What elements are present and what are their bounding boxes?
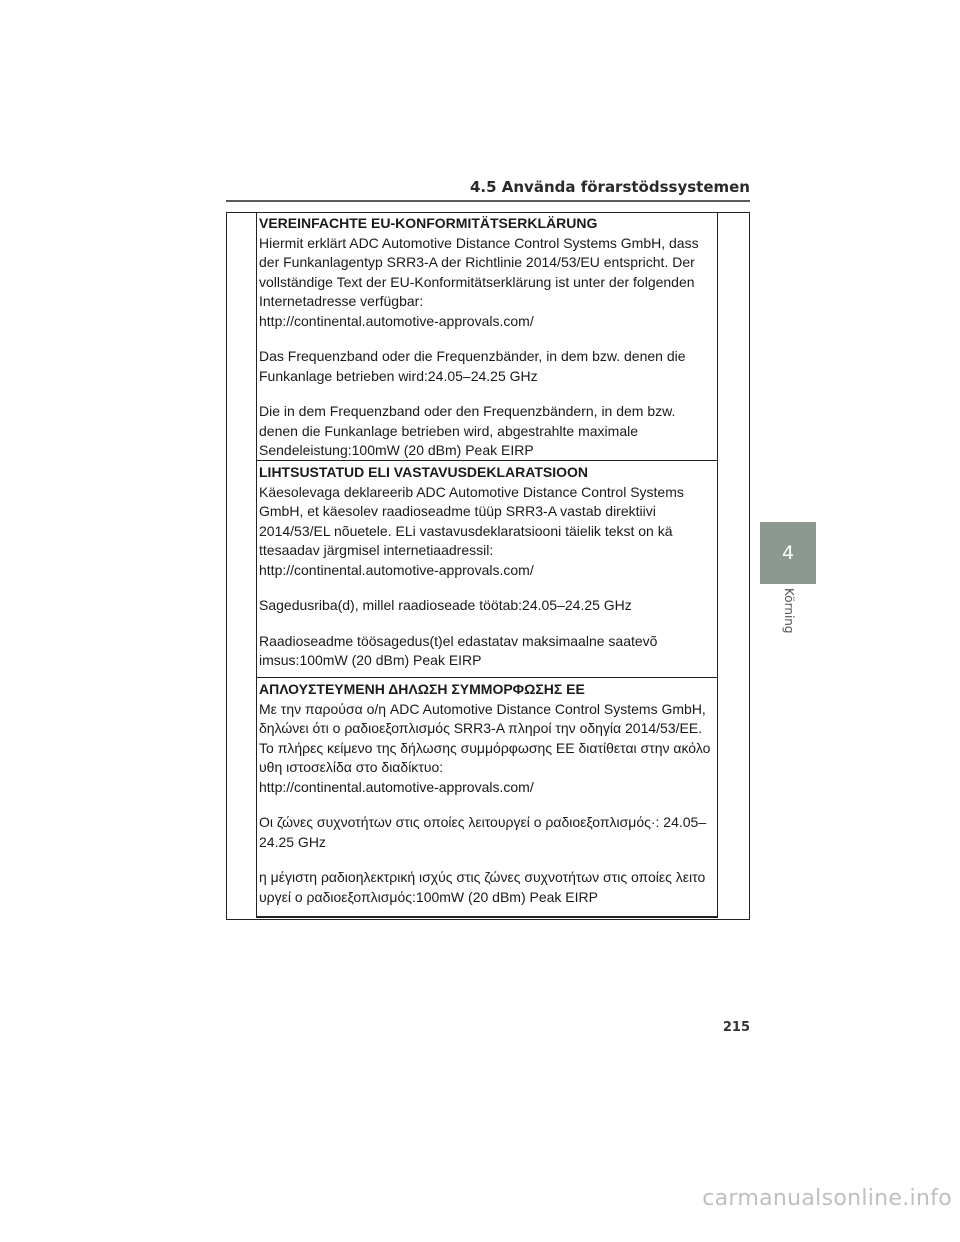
text-line: υθη ιστοσελίδα στο διαδίκτυο: [259,759,444,775]
chapter-label-container [760,588,816,658]
text-line: Το πλήρες κείμενο της δήλωσης συμμόρφωσης ΕΕ διατίθεται στην ακόλο [259,739,711,756]
text-line: denen die Funkanlage betrieben wird, abgestrahlte maximale [259,422,639,439]
declaration-block-estonian [256,460,718,678]
url-line: http://continental.automotive-approvals.com/ [259,312,534,329]
text-line: ttesaadav järgmisel internetiaadressil: [259,542,494,558]
chapter-label: Körning [782,588,796,634]
text-line: Die in dem Frequenzband oder den Frequenzbändern, in dem bzw. [259,403,676,419]
text-line: 2014/53/EL nõuetele. ELi vastavusdeklaratsiooni täielik tekst on kä [259,522,673,539]
watermark: carmanualsonline.info [702,1186,952,1211]
chapter-number: 4 [781,542,795,564]
block-title: LIHTSUSTATUD ELI VASTAVUSDEKLARATSIOON [259,464,588,480]
block-paragraph [259,483,717,581]
text-line: Με την παρούσα ο/η ADC Automotive Distance Control Systems GmbH, [259,700,706,717]
text-line: Raadioseadme töösagedus(t)el edastatav maksimaalne saatevõ [259,632,658,649]
url-line: http://continental.automotive-approvals.com/ [259,561,534,578]
text-line: der Funkanlagentyp SRR3-A der Richtlinie 2014/53/EU entspricht. Der [259,254,695,270]
page-number: 215 [722,1020,750,1035]
block-paragraph [259,596,717,616]
text-line: vollständige Text der EU-Konformitätserklärung ist unter der folgenden [259,273,695,290]
text-line: Hiermit erklärt ADC Automotive Distance Control Systems GmbH, dass [259,234,699,251]
block-paragraph [259,868,717,907]
text-line: υργεί ο ραδιοεξοπλισμός:100mW (20 dBm) Peak EIRP [259,888,598,905]
section-header-title: 4.5 Använda förarstödssystemen [469,178,750,196]
text-line: 24.25 GHz [259,833,326,850]
block-paragraph [259,632,717,671]
chapter-tab[interactable] [760,522,816,584]
text-line: Käesolevaga deklareerib ADC Automotive Distance Control Systems [259,483,684,500]
block-paragraph [259,347,717,386]
block-paragraph [259,700,717,798]
text-line: η μέγιστη ραδιοηλεκτρική ισχύς στις ζώνες συχνοτήτων στις οποίες λειτο [259,869,706,885]
header-rule [226,200,750,202]
text-line: Funkanlage betrieben wird:24.05–24.25 GHz [259,367,538,384]
url-line: http://continental.automotive-approvals.com/ [259,778,534,795]
declaration-block-german [256,212,718,461]
text-line: δηλώνει ότι ο ραδιοεξοπλισμός SRR3-A πληροί την οδηγία 2014/53/ΕΕ. [259,720,703,736]
text-line: Οι ζώνες συχνοτήτων στις οποίες λειτουργεί ο ραδιοεξοπλισμός·: 24.05– [259,814,707,830]
block-paragraph [259,234,717,332]
text-line: Sendeleistung:100mW (20 dBm) Peak EIRP [259,442,534,458]
text-line: Sagedusriba(d), millel raadioseade töötab:24.05–24.25 GHz [259,597,632,613]
text-line: Internetadresse verfügbar: [259,293,424,309]
text-line: imsus:100mW (20 dBm) Peak EIRP [259,652,482,668]
block-paragraph [259,402,717,461]
text-line: Das Frequenzband oder die Frequenzbänder, in dem bzw. denen die [259,348,686,364]
text-line: GmbH, et käesolev raadioseadme tüüp SRR3-A vastab direktiivi [259,503,656,519]
block-title: ΑΠΛΟΥΣΤΕΥΜΕΝΗ ΔΗΛΩΣΗ ΣΥΜΜΟΡΦΩΣΗΣ ΕΕ [259,681,585,697]
declaration-block-greek [256,677,718,918]
block-paragraph [259,813,717,852]
block-title: VEREINFACHTE EU-KONFORMITÄTSERKLÄRUNG [259,215,598,231]
